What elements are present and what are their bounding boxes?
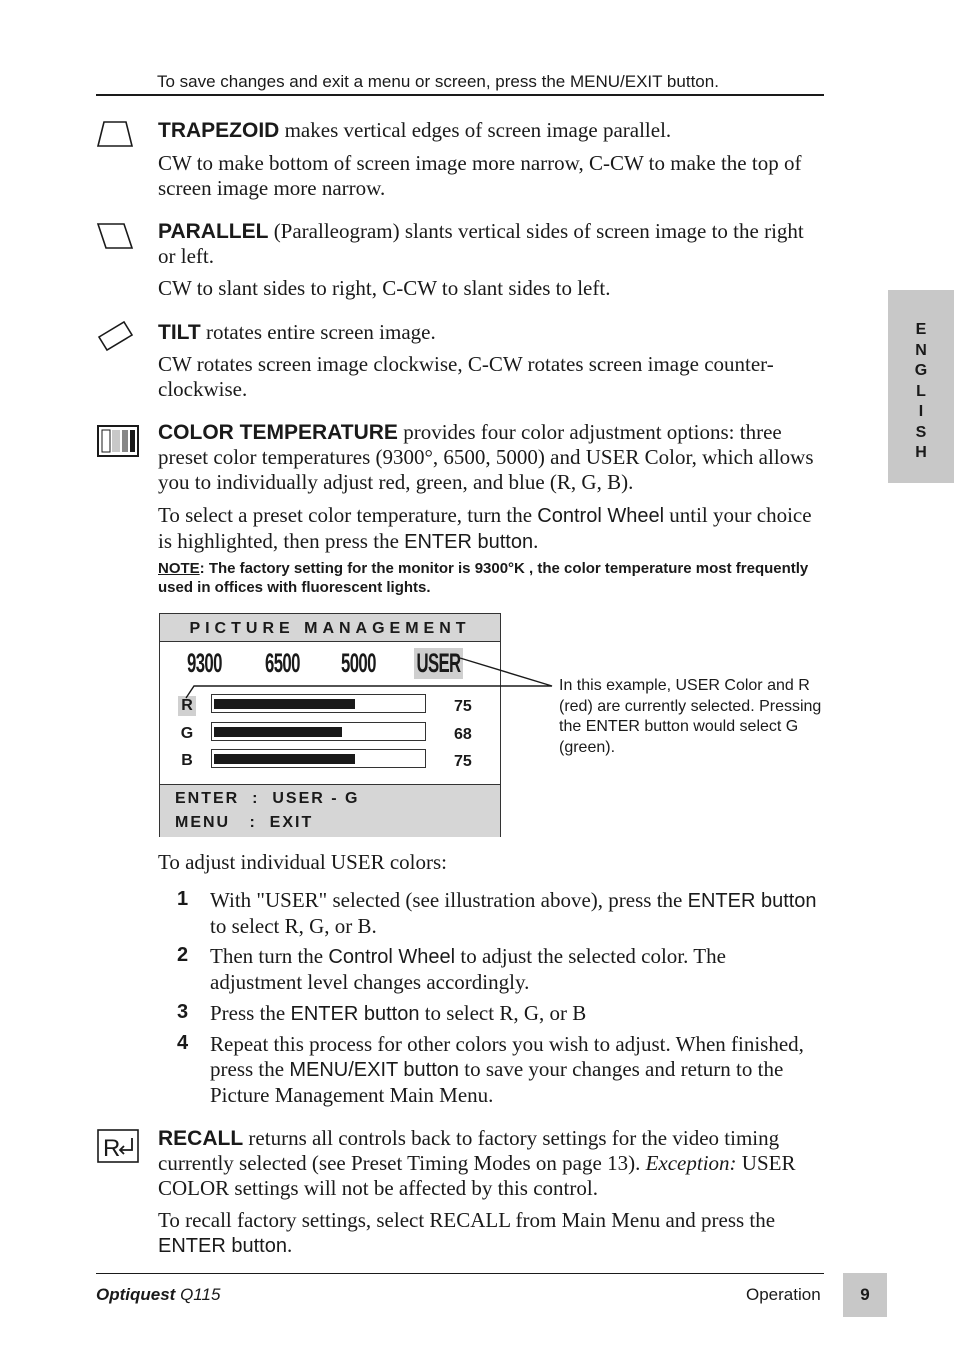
header-note: To save changes and exit a menu or screen, press the MENU/EXIT button. — [157, 72, 719, 91]
recall-icon — [96, 1128, 140, 1164]
tilt-icon — [96, 318, 136, 354]
channel-label-g: G — [180, 725, 194, 742]
step-number-3: 3 — [177, 1001, 189, 1023]
callout-text: In this example, USER Color and R (red) are currently selected. Pressing the ENTER button would select G (green). — [559, 677, 822, 756]
footer-rule — [96, 1273, 824, 1274]
parallelogram-icon — [96, 222, 136, 250]
temp-option-9300: 9300 — [187, 648, 222, 678]
trapezoid-detail: CW to make bottom of screen image more narrow, C-CW to make the top of screen image more narrow. — [158, 151, 802, 200]
picture-management-title: PICTURE MANAGEMENT — [160, 614, 500, 642]
recall-description: RECALL returns all controls back to factory settings for the video timing currently selected (see Preset Timing Modes on page 13). Exception: USER COLOR settings will not be affected by this control. — [158, 1126, 796, 1200]
temp-option-user: USER — [414, 648, 463, 679]
step-number-1: 1 — [177, 888, 189, 910]
step-text-2: Then turn the Control Wheel to adjust the selected color. The adjustment level changes accordingly. — [210, 944, 726, 994]
color-temperature-detail: To select a preset color temperature, turn the Control Wheel until your choice is highlighted, then press the ENTER button. — [158, 503, 812, 553]
trapezoid-description: TRAPEZOID makes vertical edges of screen image parallel. — [158, 118, 672, 142]
channel-label-b: B — [181, 752, 193, 769]
trapezoid-icon — [96, 120, 134, 148]
language-tab-letters: E N G L I S H — [914, 321, 928, 461]
footer-menu-hint: MENU : EXIT — [175, 814, 314, 831]
parallel-description: PARALLEL (Paralleogram) slants vertical sides of screen image to the right or left. — [158, 219, 804, 268]
language-tab — [888, 290, 954, 483]
step-text-1: With "USER" selected (see illustration above), press the ENTER button to select R, G, or B. — [210, 888, 817, 938]
footer-section-name: Operation — [746, 1285, 821, 1304]
step-number-4: 4 — [177, 1032, 189, 1054]
svg-text:R: R — [103, 1135, 121, 1162]
footer-brand: Optiquest Q115 — [96, 1285, 221, 1304]
temp-option-6500: 6500 — [265, 648, 300, 678]
color-temperature-description: COLOR TEMPERATURE provides four color adjustment options: three preset color temperatures (9300°, 6500, 5000) and USER Color, which allows you to individually adjust red, green, and blue (R, G, B). — [158, 420, 814, 494]
recall-detail: To recall factory settings, select RECALL from Main Menu and press the ENTER button. — [158, 1208, 776, 1257]
page-number: 9 — [843, 1273, 887, 1317]
channel-bar-b — [211, 749, 426, 768]
channel-label-r: R — [178, 696, 196, 716]
header-rule — [96, 94, 824, 96]
adjust-intro: To adjust individual USER colors: — [158, 850, 448, 874]
channel-value-g: 68 — [454, 726, 472, 743]
channel-bar-g — [211, 722, 426, 741]
picture-management-screen — [159, 613, 501, 837]
step-number-2: 2 — [177, 944, 189, 966]
picture-management-footer — [160, 784, 500, 837]
channel-bar-b-fill — [214, 754, 355, 764]
tilt-detail: CW rotates screen image clockwise, C-CW rotates screen image counter-clockwise. — [158, 352, 774, 401]
tilt-description: TILT rotates entire screen image. — [158, 320, 436, 344]
callout-leader-lines — [180, 650, 560, 710]
channel-value-b: 75 — [454, 753, 472, 770]
temp-option-5000: 5000 — [341, 648, 376, 678]
parallel-detail: CW to slant sides to right, C-CW to slant sides to left. — [158, 276, 611, 300]
channel-value-r: 75 — [454, 698, 472, 715]
factory-setting-note: NOTE: The factory setting for the monitor is 9300°K , the color temperature most frequently used in offices with fluorescent lights. — [158, 560, 809, 596]
step-text-3: Press the ENTER button to select R, G, or B — [210, 1001, 587, 1025]
footer-enter-hint: ENTER : USER - G — [175, 790, 360, 807]
step-text-4: Repeat this process for other colors you wish to adjust. When finished, press the MENU/EXIT button to save your changes and return to the Picture Management Main Menu. — [210, 1032, 804, 1107]
color-temperature-icon — [96, 424, 140, 458]
channel-bar-g-fill — [214, 727, 342, 737]
